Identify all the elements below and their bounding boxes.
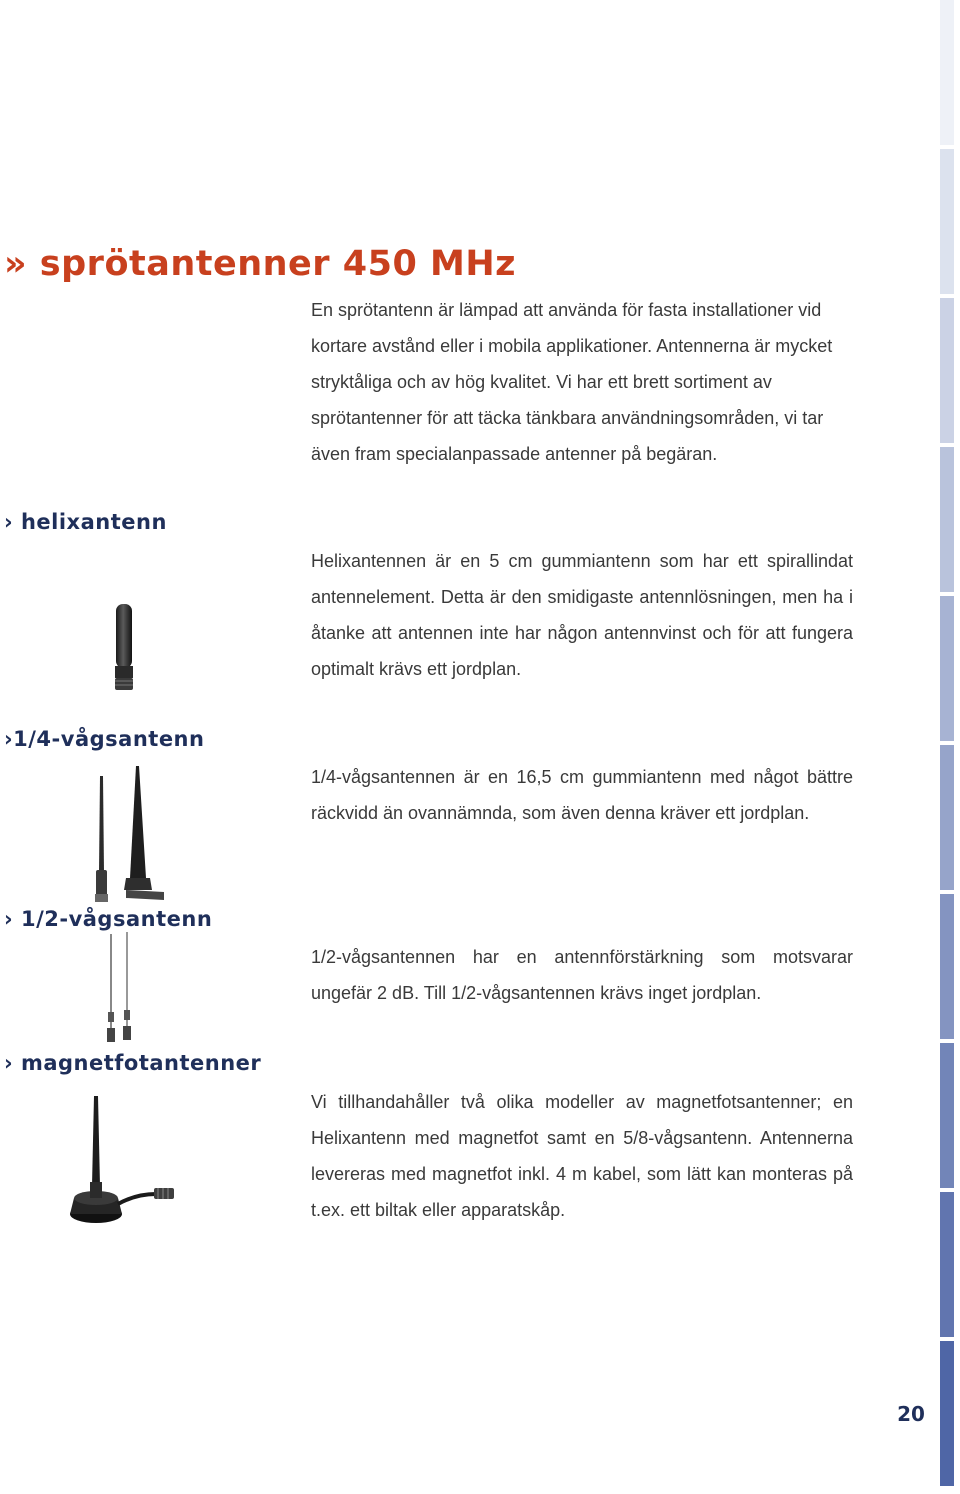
side-band-segment [940, 894, 954, 1039]
side-band-segment [940, 1043, 954, 1188]
side-band-segment [940, 447, 954, 592]
intro-paragraph: En sprötantenn är lämpad att använda för fasta installationer vid kortare avstånd eller i mobila applikationer. Antennerna är mycket stryktåliga och av hög kvalitet. Vi har ett brett sortiment av sprötantenner för att täcka tänkbara användningsområden, vi tar även fram specialanpassade antenner på begäran. [311, 300, 833, 464]
side-band-segment [940, 1192, 954, 1337]
side-band-segment [940, 596, 954, 741]
side-band-segment [940, 149, 954, 294]
page-number: 20 [897, 1402, 925, 1426]
page-title: » sprötantenner 450 MHz [4, 244, 516, 284]
section-heading-magnet-mount: › magnetfotantenner [4, 1051, 262, 1075]
section-heading-quarter-wave: ›1/4-vågsantenn [4, 727, 205, 751]
side-band-segment [940, 0, 954, 145]
section-heading-half-wave: › 1/2-vågsantenn [4, 907, 213, 931]
quarter-wave-antenna-image [84, 762, 174, 904]
magnet-mount-antenna-image [66, 1094, 186, 1234]
section-heading-helixantenn: › helixantenn [4, 510, 167, 534]
helix-antenna-image [110, 602, 140, 694]
side-band-segment [940, 298, 954, 443]
side-band-segment [940, 1341, 954, 1486]
section-text-magnet-mount: Vi tillhandahåller två olika modeller av magnetfotsantenner; en Helixantenn med magnetfot samt en 5/8-vågsantenn. Antennerna levereras med magnetfot inkl. 4 m kabel, som lätt kan monteras på t.ex. ett biltak eller apparatskåp. [311, 1092, 853, 1220]
section-text-quarter-wave: 1/4-vågsantennen är en 16,5 cm gummiantenn med något bättre räckvidd än ovannämnda, som även denna kräver ett jordplan. [311, 767, 853, 823]
section-text-helixantenn: Helixantennen är en 5 cm gummiantenn som har ett spirallindat antennelement. Detta är den smidigaste antennlösningen, men ha i åtanke att antennen inte har någon antennvinst och för att fungera optimalt krävs ett jordplan. [311, 551, 853, 679]
half-wave-antenna-image [100, 930, 140, 1046]
side-band-segment [940, 745, 954, 890]
side-color-band [940, 0, 954, 1494]
section-text-half-wave: 1/2-vågsantennen har en antennförstärkning som motsvarar ungefär 2 dB. Till 1/2-vågsantennen krävs inget jordplan. [311, 947, 853, 1003]
